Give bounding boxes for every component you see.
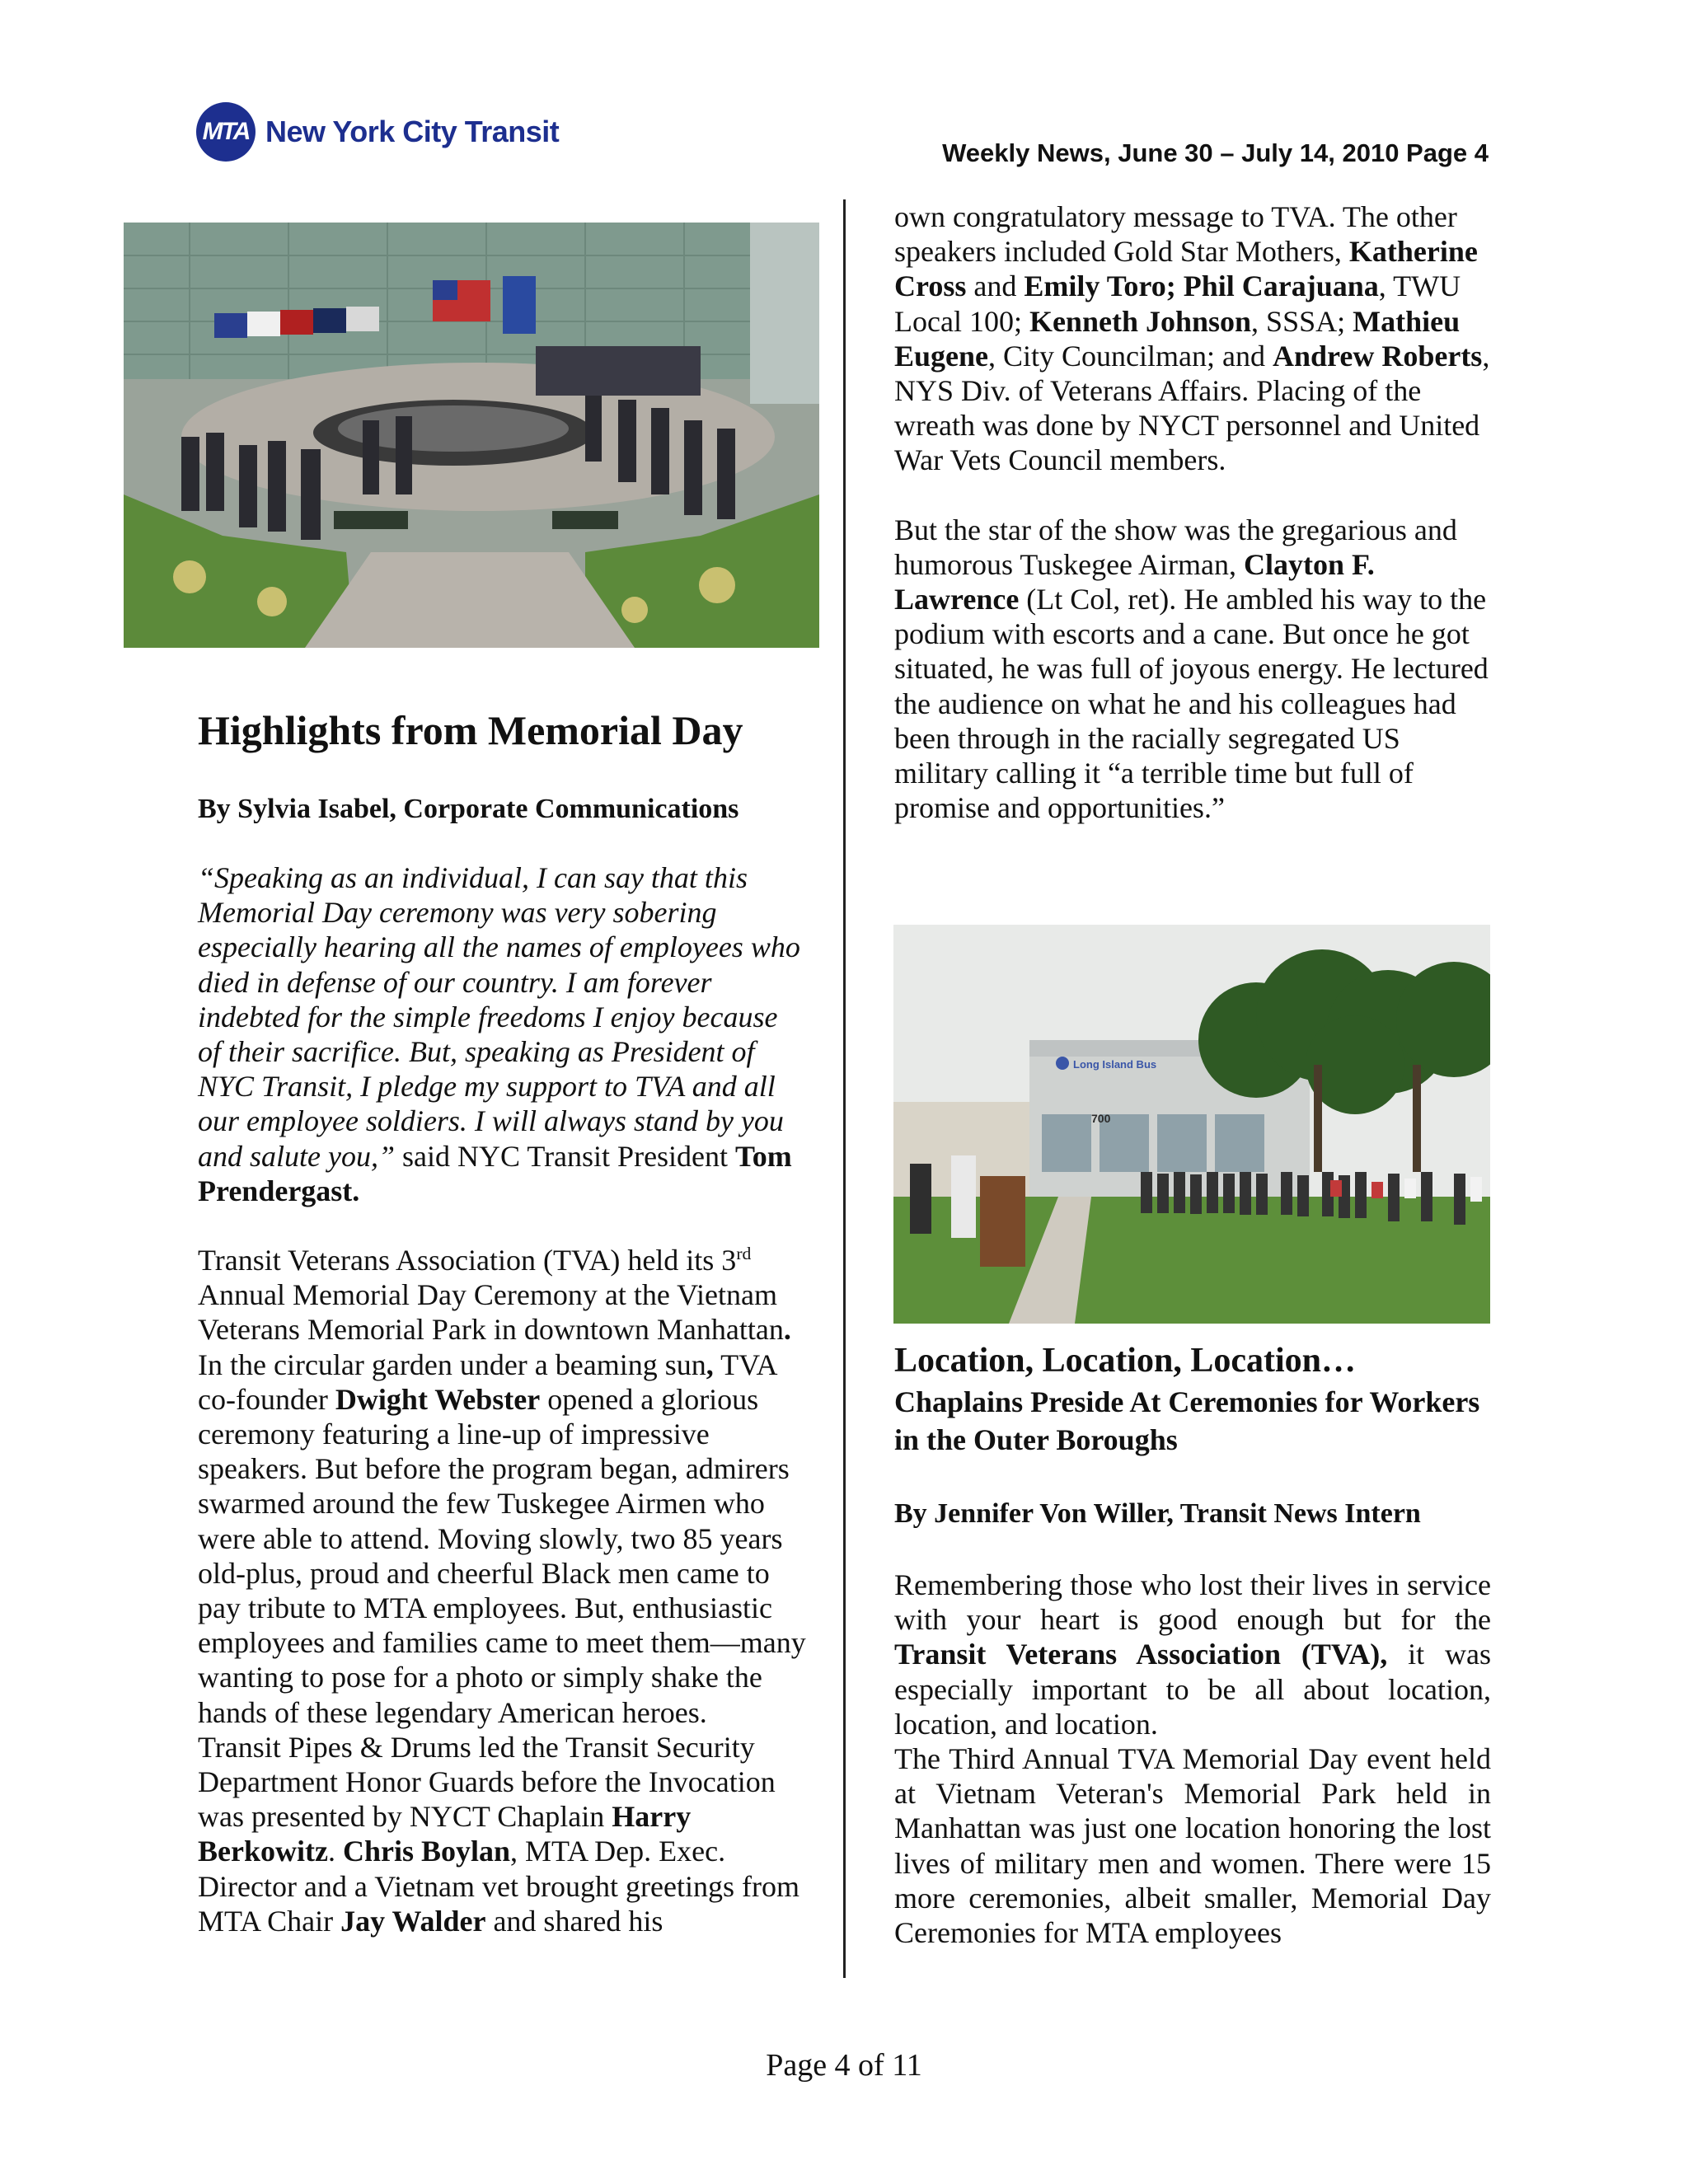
text-span: , TWU Local 100;	[894, 269, 1461, 338]
text-span: it was especially important to be all about location, location, and location.	[894, 1638, 1491, 1741]
text-span: opened a glorious ceremony featuring a line-up of impressive speakers. But before the program began, admirers swarmed around the few Tuskegee Airmen who were able to attend. Moving slowly, two 85 years old-plus, proud and cheerful Black men came to pay tribute to MTA employees. But, enthusiastic employees and families came to meet them—many wanting to pose for a photo or simply shake the hands of these legendary American heroes.	[198, 1382, 806, 1729]
logo-badge: MTA	[202, 118, 250, 145]
text-span: and	[966, 269, 1025, 303]
person-name: Andrew Roberts	[1273, 339, 1483, 373]
bold-punctuation: .	[783, 1313, 791, 1347]
text-span: , MTA Dep. Exec. Director and a Vietnam vet brought greetings from MTA Chair	[198, 1835, 799, 1938]
text-span: .	[327, 1835, 343, 1868]
person-name: Mathieu Eugene	[894, 304, 1461, 373]
paragraph-location	[894, 1568, 1491, 1741]
text-span: own congratulatory message to TVA. The other speakers included Gold Star Mothers,	[894, 200, 1457, 269]
article2-subhead: Chaplains Preside At Ceremonies for Workers in the Outer Boroughs	[894, 1385, 1480, 1456]
text-span: Remembering those who lost their lives in service with your heart is good enough but for the	[894, 1568, 1491, 1637]
article-headline: Highlights from Memorial Day	[198, 707, 743, 753]
article2-byline: By Jennifer Von Willer, Transit News Intern	[894, 1498, 1421, 1529]
paragraph-tuskegee	[894, 513, 1491, 826]
bold-punctuation: ,	[706, 1347, 714, 1381]
quote-paragraph	[198, 860, 808, 1208]
article2-body	[894, 1568, 1491, 1950]
person-name: Chris Boylan	[342, 1835, 511, 1868]
paragraph-speakers	[894, 199, 1491, 478]
paragraph-ceremony	[198, 1243, 808, 1730]
text-span: In the circular garden under a beaming sun	[198, 1347, 706, 1381]
organization-name: Transit Veterans Association (TVA),	[894, 1638, 1388, 1671]
building-sign: Long Island Bus	[1073, 1058, 1157, 1071]
person-name: Clayton F. Lawrence	[894, 547, 1375, 616]
ordinal-suffix: rd	[736, 1244, 752, 1264]
long-island-bus-photo-art	[893, 925, 1490, 1324]
text-span: Transit Veterans Association (TVA) held its 3	[198, 1244, 737, 1277]
text-span: TVA co-founder	[198, 1347, 776, 1416]
person-name: Dwight Webster	[335, 1382, 541, 1416]
person-name: Emily Toro; Phil Carajuana	[1024, 269, 1379, 303]
article2-heading-block	[894, 1340, 1491, 1459]
text-span: , NYS Div. of Veterans Affairs. Placing of the wreath was done by NYCT personnel and United War Vets Council members.	[894, 339, 1490, 477]
quote-attribution: said NYC Transit President	[395, 1139, 736, 1173]
article-byline: By Sylvia Isabel, Corporate Communications	[198, 794, 739, 824]
text-span: Transit Pipes & Drums led the Transit Security Department Honor Guards before the Invocation was presented by NYCT Chaplain	[198, 1730, 776, 1834]
article-body-left	[198, 860, 808, 1938]
issue-line: Weekly News, June 30 – July 14, 2010 Page 4	[942, 138, 1489, 167]
president-quote: “Speaking as an individual, I can say that this Memorial Day ceremony was very sobering especially hearing all the names of employees who died in defense of our country. I am forever indebted for the simple freedoms I enjoy because of their sacrifice. But, speaking as President of NYC Transit, I pledge my support to TVA and all our employee soldiers. I will always stand by you and salute you,”	[198, 861, 800, 1173]
column-divider	[843, 199, 846, 1978]
long-island-bus-photo	[893, 925, 1490, 1324]
person-name: Harry Berkowitz	[198, 1800, 692, 1868]
quote-speaker: Tom Prendergast.	[198, 1139, 792, 1207]
paragraph-third-annual: The Third Annual TVA Memorial Day event held at Vietnam Veteran's Memorial Park held in Manhattan was just one location honoring the lost lives of military men and women. There were 15 more ceremonies, albeit smaller, Memorial Day Ceremonies for MTA employees	[894, 1742, 1491, 1950]
text-span: and shared his	[485, 1904, 663, 1938]
paragraph-pipes-drums	[198, 1730, 808, 1938]
logo-text: New York City Transit	[265, 115, 560, 148]
person-name: Jay Walder	[340, 1904, 486, 1938]
article-body-right	[894, 199, 1491, 825]
person-name: Katherine Cross	[894, 235, 1478, 303]
person-name: Kenneth Johnson	[1029, 304, 1252, 338]
text-span: (Lt Col, ret). He ambled his way to the podium with escorts and a cane. But once he got situated, he was full of joyous energy. He lectured the audience on what he and his colleagues had been through in the racially segregated US military calling it “a terrible time but full of promise and opportunities.”	[894, 583, 1489, 825]
text-span: , SSSA;	[1251, 304, 1353, 338]
nyct-logo	[196, 97, 559, 166]
memorial-park-photo-art	[124, 223, 819, 648]
mta-logo-icon	[196, 102, 256, 162]
page-number: Page 4 of 11	[766, 2048, 922, 2083]
text-span: , City Councilman; and	[988, 339, 1273, 373]
building-number: 700	[1091, 1112, 1111, 1125]
text-span: Annual Memorial Day Ceremony at the Vietnam Veterans Memorial Park in downtown Manhattan	[198, 1278, 784, 1347]
memorial-park-photo	[124, 223, 819, 648]
article2-headline: Location, Location, Location…	[894, 1342, 1357, 1380]
text-span: But the star of the show was the gregarious and humorous Tuskegee Airman,	[894, 513, 1457, 581]
